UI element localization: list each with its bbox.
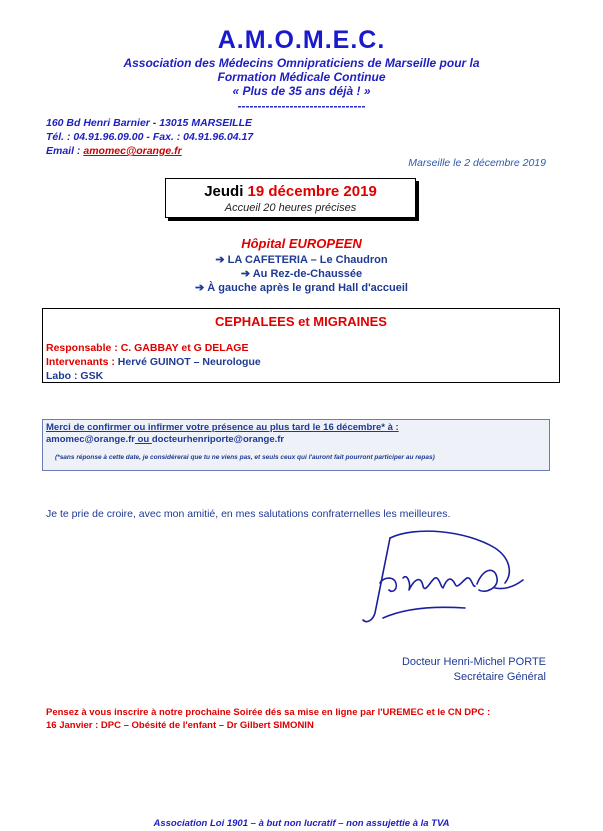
signature-image xyxy=(345,528,535,643)
org-subtitle-line2: Formation Médicale Continue xyxy=(217,70,386,84)
topic-title: CEPHALEES et MIGRAINES xyxy=(215,314,387,329)
email-label: Email : xyxy=(46,145,84,157)
arrow-icon: ➔ xyxy=(195,282,205,294)
org-title: A.M.O.M.E.C. xyxy=(217,26,386,54)
next-event-note xyxy=(46,706,490,732)
org-subtitle-line1: Association des Médecins Omnipraticiens de Marseille pour la xyxy=(123,56,480,70)
arrow-icon: ➔ xyxy=(215,254,225,266)
signatory xyxy=(360,655,546,685)
confirmation-request: Merci de confirmer ou infirmer votre présence au plus tard le 16 décembre* à : xyxy=(46,422,399,433)
event-reception: Accueil 20 heures précises xyxy=(224,202,357,214)
venue-direction-1: ➔ LA CAFETERIA – Le Chaudron xyxy=(215,254,388,266)
signatory-name: Docteur Henri-Michel PORTE xyxy=(401,656,546,668)
address-street: 160 Bd Henri Barnier - 13015 MARSEILLE xyxy=(46,117,252,129)
letter-date: Marseille le 2 décembre 2019 xyxy=(408,157,546,169)
or-text: ou xyxy=(134,434,152,445)
confirmation-box xyxy=(42,419,550,471)
confirm-email-1[interactable]: amomec@orange.fr xyxy=(46,434,135,445)
venue-name: Hôpital EUROPEEN xyxy=(241,236,362,251)
event-date-value: 19 décembre 2019 xyxy=(247,183,377,200)
signatory-role: Secrétaire Général xyxy=(453,671,546,683)
venue-direction-3: ➔ À gauche après le grand Hall d'accueil xyxy=(195,282,408,294)
org-tagline: « Plus de 35 ans déjà ! » xyxy=(232,84,371,98)
venue-direction-2: ➔ Au Rez-de-Chaussée xyxy=(240,268,363,280)
next-event-line1: Pensez à vous inscrire à notre prochaine Soirée dés sa mise en ligne par l'UREMEC et le CN DPC : xyxy=(46,707,491,718)
topic-responsable: Responsable : C. GABBAY et G DELAGE xyxy=(46,342,249,354)
confirmation-emails xyxy=(46,434,284,445)
address-phone-fax: Tél. : 04.91.96.09.00 - Fax. : 04.91.96.04.17 xyxy=(46,131,254,143)
event-date-box xyxy=(165,178,416,218)
legal-footer: Association Loi 1901 – à but non lucratif – non assujettie à la TVA xyxy=(153,818,450,829)
topic-labo: Labo : GSK xyxy=(46,370,104,382)
confirm-email-2[interactable]: docteurhenriporte@orange.fr xyxy=(151,434,285,445)
event-date xyxy=(166,183,415,200)
arrow-icon: ➔ xyxy=(240,268,251,280)
closing-formula: Je te prie de croire, avec mon amitié, en mes salutations confraternelles les meilleures. xyxy=(46,508,451,520)
topic-box xyxy=(42,308,560,383)
handwritten-signature-icon xyxy=(345,528,535,643)
email-link[interactable]: amomec@orange.fr xyxy=(83,145,182,157)
address-email-row xyxy=(46,145,182,157)
header-divider: -------------------------------- xyxy=(237,99,366,113)
next-event-line2: 16 Janvier : DPC – Obésité de l'enfant – Dr Gilbert SIMONIN xyxy=(46,720,314,731)
topic-intervenants: Intervenants : Hervé GUINOT – Neurologue xyxy=(46,356,261,368)
event-day: Jeudi xyxy=(204,183,248,200)
confirmation-note: (*sans réponse à cette date, je considérerai que tu ne viens pas, et seuls ceux qui l'auront fait pourront participer au repas) xyxy=(55,454,435,461)
